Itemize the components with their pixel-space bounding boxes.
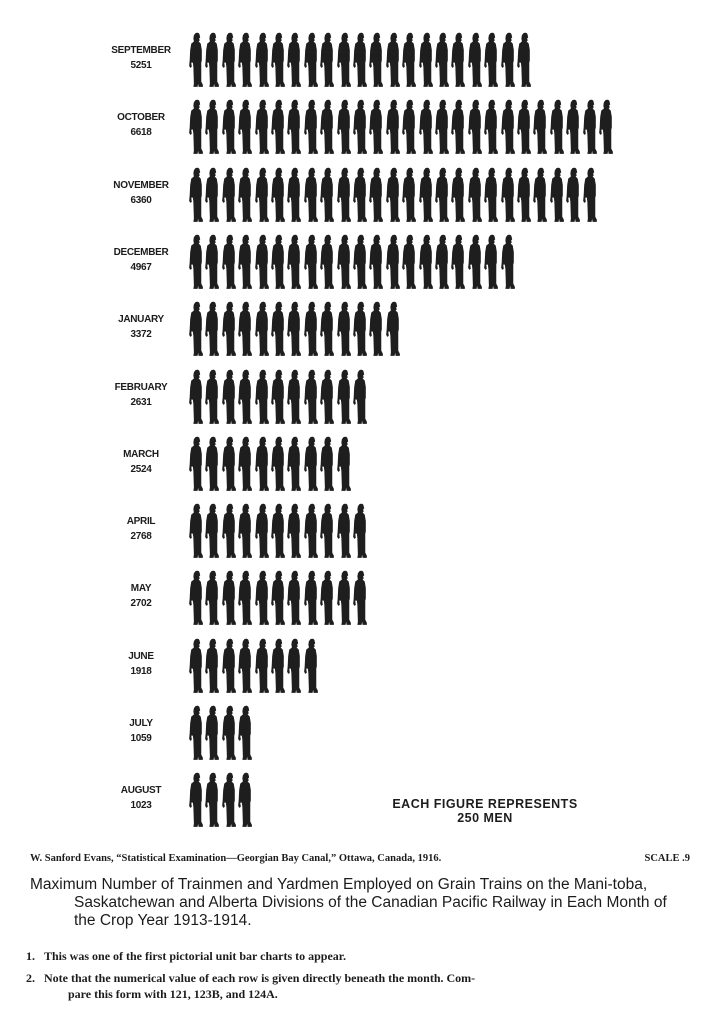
row-label bbox=[96, 716, 186, 746]
man-figure-icon bbox=[237, 98, 253, 156]
man-figure-icon bbox=[368, 233, 384, 291]
man-figure-icon bbox=[204, 502, 220, 560]
month-label: MARCH bbox=[123, 448, 159, 460]
man-figure-icon bbox=[188, 98, 204, 156]
legend-line-2: 250 MEN bbox=[457, 811, 513, 825]
man-figure-icon bbox=[286, 368, 302, 426]
man-figure-icon bbox=[303, 502, 319, 560]
man-figure-icon bbox=[221, 166, 237, 224]
man-figure-icon bbox=[516, 98, 532, 156]
chart-legend bbox=[375, 797, 595, 825]
chart-row bbox=[0, 31, 722, 93]
man-figure-icon bbox=[368, 166, 384, 224]
man-figure-icon bbox=[204, 166, 220, 224]
man-figure-icon bbox=[286, 31, 302, 89]
note-text: Note that the numerical value of each row is given directly beneath the month. Com- bbox=[44, 971, 476, 985]
man-figure-icon bbox=[286, 435, 302, 493]
row-label bbox=[96, 245, 186, 275]
value-label: 6618 bbox=[130, 127, 152, 139]
month-label: NOVEMBER bbox=[113, 179, 169, 191]
man-figure-icon bbox=[303, 98, 319, 156]
row-label bbox=[96, 312, 186, 342]
man-figure-icon bbox=[254, 166, 270, 224]
month-label: JANUARY bbox=[118, 314, 164, 326]
value-label: 6360 bbox=[130, 194, 152, 206]
scale-label: SCALE .9 bbox=[644, 853, 690, 864]
man-figure-icon bbox=[204, 233, 220, 291]
man-figure-icon bbox=[516, 166, 532, 224]
man-figure-icon bbox=[237, 31, 253, 89]
man-figure-icon bbox=[336, 569, 352, 627]
man-figure-icon bbox=[303, 31, 319, 89]
man-figure-icon bbox=[319, 233, 335, 291]
chart-row bbox=[0, 502, 722, 564]
man-figure-icon bbox=[286, 569, 302, 627]
man-figure-icon bbox=[418, 233, 434, 291]
man-figure-icon bbox=[352, 368, 368, 426]
row-label bbox=[96, 514, 186, 544]
man-figure-icon bbox=[565, 98, 581, 156]
value-label: 2631 bbox=[130, 396, 152, 408]
man-figure-icon bbox=[336, 98, 352, 156]
source-citation bbox=[30, 853, 690, 864]
man-figure-icon bbox=[221, 569, 237, 627]
month-label: JULY bbox=[129, 718, 153, 729]
chart-row bbox=[0, 233, 722, 295]
man-figure-icon bbox=[319, 98, 335, 156]
man-figure-icon bbox=[303, 166, 319, 224]
value-label: 1059 bbox=[130, 733, 152, 744]
man-figure-icon bbox=[401, 233, 417, 291]
man-figure-icon bbox=[221, 98, 237, 156]
man-figure-icon bbox=[221, 704, 237, 762]
chart-row bbox=[0, 300, 722, 362]
man-figure-icon bbox=[188, 233, 204, 291]
man-figure-icon bbox=[368, 300, 384, 358]
man-figure-icon bbox=[286, 502, 302, 560]
man-figure-icon bbox=[237, 502, 253, 560]
man-figure-icon bbox=[254, 569, 270, 627]
man-figure-icon bbox=[319, 569, 335, 627]
man-figure-icon bbox=[385, 166, 401, 224]
man-figure-icon bbox=[598, 98, 614, 156]
man-figure-icon bbox=[270, 300, 286, 358]
man-figure-icon bbox=[221, 368, 237, 426]
man-figure-icon bbox=[254, 435, 270, 493]
man-figure-icon bbox=[286, 637, 302, 695]
man-figure-icon bbox=[254, 233, 270, 291]
man-figure-icon bbox=[450, 98, 466, 156]
man-figure-icon bbox=[204, 435, 220, 493]
month-label: JUNE bbox=[128, 650, 154, 662]
value-label: 5251 bbox=[130, 60, 152, 71]
figure-title: Maximum Number of Trainmen and Yardmen Employed on Grain Trains on the Mani-toba, Saskatchewan and Alberta Divisions of the Canadian Pacific Railway in Each Month of the Crop Year 1913-1914. bbox=[30, 876, 667, 929]
man-figure-icon bbox=[434, 31, 450, 89]
man-figure-icon bbox=[401, 98, 417, 156]
man-figure-icon bbox=[204, 771, 220, 829]
value-label: 2524 bbox=[130, 463, 152, 475]
man-figure-icon bbox=[286, 166, 302, 224]
man-figure-icon bbox=[303, 300, 319, 358]
man-figure-icon bbox=[237, 569, 253, 627]
man-figure-icon bbox=[204, 569, 220, 627]
man-figure-icon bbox=[467, 233, 483, 291]
man-figure-icon bbox=[385, 31, 401, 89]
man-figure-icon bbox=[204, 98, 220, 156]
man-figure-icon bbox=[204, 31, 220, 89]
man-figure-icon bbox=[188, 704, 204, 762]
row-label bbox=[96, 110, 186, 140]
man-figure-icon bbox=[418, 166, 434, 224]
man-figure-icon bbox=[237, 435, 253, 493]
month-label: SEPTEMBER bbox=[111, 45, 171, 56]
man-figure-icon bbox=[188, 637, 204, 695]
man-figure-icon bbox=[582, 98, 598, 156]
man-figure-icon bbox=[221, 300, 237, 358]
value-label: 2768 bbox=[130, 531, 152, 543]
man-figure-icon bbox=[336, 300, 352, 358]
man-figure-icon bbox=[237, 637, 253, 695]
man-figure-icon bbox=[336, 368, 352, 426]
man-figure-icon bbox=[319, 435, 335, 493]
man-figure-icon bbox=[237, 166, 253, 224]
man-figure-icon bbox=[270, 502, 286, 560]
man-figure-icon bbox=[237, 233, 253, 291]
man-figure-icon bbox=[254, 98, 270, 156]
man-figure-icon bbox=[270, 368, 286, 426]
month-label: FEBRUARY bbox=[114, 381, 168, 393]
man-figure-icon bbox=[204, 368, 220, 426]
man-figure-icon bbox=[221, 435, 237, 493]
man-figure-icon bbox=[188, 368, 204, 426]
value-label: 2702 bbox=[130, 598, 152, 610]
man-figure-icon bbox=[467, 31, 483, 89]
man-figure-icon bbox=[303, 368, 319, 426]
man-figure-icon bbox=[319, 300, 335, 358]
chart-row bbox=[0, 435, 722, 497]
chart-row bbox=[0, 569, 722, 631]
man-figure-icon bbox=[385, 300, 401, 358]
man-figure-icon bbox=[237, 368, 253, 426]
man-figure-icon bbox=[286, 98, 302, 156]
man-figure-icon bbox=[467, 166, 483, 224]
man-figure-icon bbox=[401, 31, 417, 89]
man-figure-icon bbox=[336, 233, 352, 291]
man-figure-icon bbox=[434, 98, 450, 156]
man-figure-icon bbox=[450, 31, 466, 89]
man-figure-icon bbox=[188, 502, 204, 560]
man-figure-icon bbox=[549, 166, 565, 224]
man-figure-icon bbox=[483, 31, 499, 89]
man-figure-icon bbox=[418, 31, 434, 89]
chart-row bbox=[0, 98, 722, 160]
man-figure-icon bbox=[221, 637, 237, 695]
man-figure-icon bbox=[188, 166, 204, 224]
citation-text: W. Sanford Evans, “Statistical Examination—Georgian Bay Canal,” Ottawa, Canada, 1916. bbox=[30, 853, 442, 864]
month-label: MAY bbox=[130, 583, 152, 595]
value-label: 1918 bbox=[130, 665, 152, 677]
man-figure-icon bbox=[188, 771, 204, 829]
man-figure-icon bbox=[319, 502, 335, 560]
man-figure-icon bbox=[385, 233, 401, 291]
man-figure-icon bbox=[319, 166, 335, 224]
man-figure-icon bbox=[286, 233, 302, 291]
man-figure-icon bbox=[319, 368, 335, 426]
man-figure-icon bbox=[352, 233, 368, 291]
man-figure-icon bbox=[368, 98, 384, 156]
man-figure-icon bbox=[483, 166, 499, 224]
man-figure-icon bbox=[221, 771, 237, 829]
row-label bbox=[96, 43, 186, 73]
note-text-continued: pare this form with 121, 123B, and 124A. bbox=[68, 987, 278, 1001]
row-label bbox=[96, 447, 186, 477]
man-figure-icon bbox=[336, 31, 352, 89]
row-label bbox=[96, 649, 186, 679]
man-figure-icon bbox=[221, 502, 237, 560]
man-figure-icon bbox=[237, 704, 253, 762]
man-figure-icon bbox=[532, 166, 548, 224]
man-figure-icon bbox=[352, 31, 368, 89]
man-figure-icon bbox=[352, 502, 368, 560]
note-item bbox=[26, 948, 686, 964]
row-label bbox=[96, 380, 186, 410]
chart-row bbox=[0, 704, 722, 766]
man-figure-icon bbox=[254, 300, 270, 358]
man-figure-icon bbox=[500, 31, 516, 89]
man-figure-icon bbox=[467, 98, 483, 156]
note-number: 2. bbox=[26, 971, 35, 985]
man-figure-icon bbox=[270, 98, 286, 156]
man-figure-icon bbox=[270, 569, 286, 627]
chart-row bbox=[0, 368, 722, 430]
row-label bbox=[96, 783, 186, 813]
man-figure-icon bbox=[303, 569, 319, 627]
man-figure-icon bbox=[500, 233, 516, 291]
man-figure-icon bbox=[237, 771, 253, 829]
value-label: 4967 bbox=[130, 261, 152, 273]
man-figure-icon bbox=[434, 166, 450, 224]
man-figure-icon bbox=[188, 31, 204, 89]
man-figure-icon bbox=[516, 31, 532, 89]
month-label: APRIL bbox=[126, 516, 156, 528]
man-figure-icon bbox=[188, 435, 204, 493]
man-figure-icon bbox=[418, 98, 434, 156]
man-figure-icon bbox=[221, 233, 237, 291]
man-figure-icon bbox=[188, 569, 204, 627]
man-figure-icon bbox=[336, 435, 352, 493]
row-label bbox=[96, 581, 186, 611]
man-figure-icon bbox=[352, 98, 368, 156]
man-figure-icon bbox=[237, 300, 253, 358]
man-figure-icon bbox=[352, 569, 368, 627]
man-figure-icon bbox=[500, 98, 516, 156]
chart-row bbox=[0, 166, 722, 228]
chart-row bbox=[0, 771, 722, 833]
man-figure-icon bbox=[319, 31, 335, 89]
man-figure-icon bbox=[565, 166, 581, 224]
man-figure-icon bbox=[254, 31, 270, 89]
note-text: This was one of the first pictorial unit bar charts to appear. bbox=[44, 949, 347, 963]
man-figure-icon bbox=[303, 435, 319, 493]
man-figure-icon bbox=[204, 637, 220, 695]
man-figure-icon bbox=[270, 233, 286, 291]
man-figure-icon bbox=[221, 31, 237, 89]
chart-row bbox=[0, 637, 722, 699]
notes-list bbox=[26, 948, 686, 1008]
man-figure-icon bbox=[500, 166, 516, 224]
man-figure-icon bbox=[204, 300, 220, 358]
man-figure-icon bbox=[434, 233, 450, 291]
man-figure-icon bbox=[286, 300, 302, 358]
man-figure-icon bbox=[336, 166, 352, 224]
man-figure-icon bbox=[450, 233, 466, 291]
man-figure-icon bbox=[204, 704, 220, 762]
man-figure-icon bbox=[270, 31, 286, 89]
month-label: DECEMBER bbox=[113, 246, 169, 258]
man-figure-icon bbox=[270, 435, 286, 493]
man-figure-icon bbox=[450, 166, 466, 224]
man-figure-icon bbox=[401, 166, 417, 224]
month-label: OCTOBER bbox=[117, 112, 165, 124]
man-figure-icon bbox=[483, 98, 499, 156]
legend-line-1: EACH FIGURE REPRESENTS bbox=[392, 797, 578, 811]
note-item bbox=[26, 970, 686, 1002]
value-label: 3372 bbox=[130, 329, 152, 341]
man-figure-icon bbox=[549, 98, 565, 156]
man-figure-icon bbox=[303, 637, 319, 695]
man-figure-icon bbox=[352, 300, 368, 358]
man-figure-icon bbox=[582, 166, 598, 224]
man-figure-icon bbox=[532, 98, 548, 156]
man-figure-icon bbox=[254, 368, 270, 426]
man-figure-icon bbox=[352, 166, 368, 224]
man-figure-icon bbox=[368, 31, 384, 89]
man-figure-icon bbox=[385, 98, 401, 156]
man-figure-icon bbox=[254, 502, 270, 560]
man-figure-icon bbox=[254, 637, 270, 695]
value-label: 1023 bbox=[130, 800, 152, 812]
man-figure-icon bbox=[270, 637, 286, 695]
note-number: 1. bbox=[26, 949, 35, 963]
man-figure-icon bbox=[188, 300, 204, 358]
man-figure-icon bbox=[270, 166, 286, 224]
man-figure-icon bbox=[303, 233, 319, 291]
row-label bbox=[96, 178, 186, 208]
month-label: AUGUST bbox=[120, 785, 162, 797]
man-figure-icon bbox=[336, 502, 352, 560]
man-figure-icon bbox=[483, 233, 499, 291]
